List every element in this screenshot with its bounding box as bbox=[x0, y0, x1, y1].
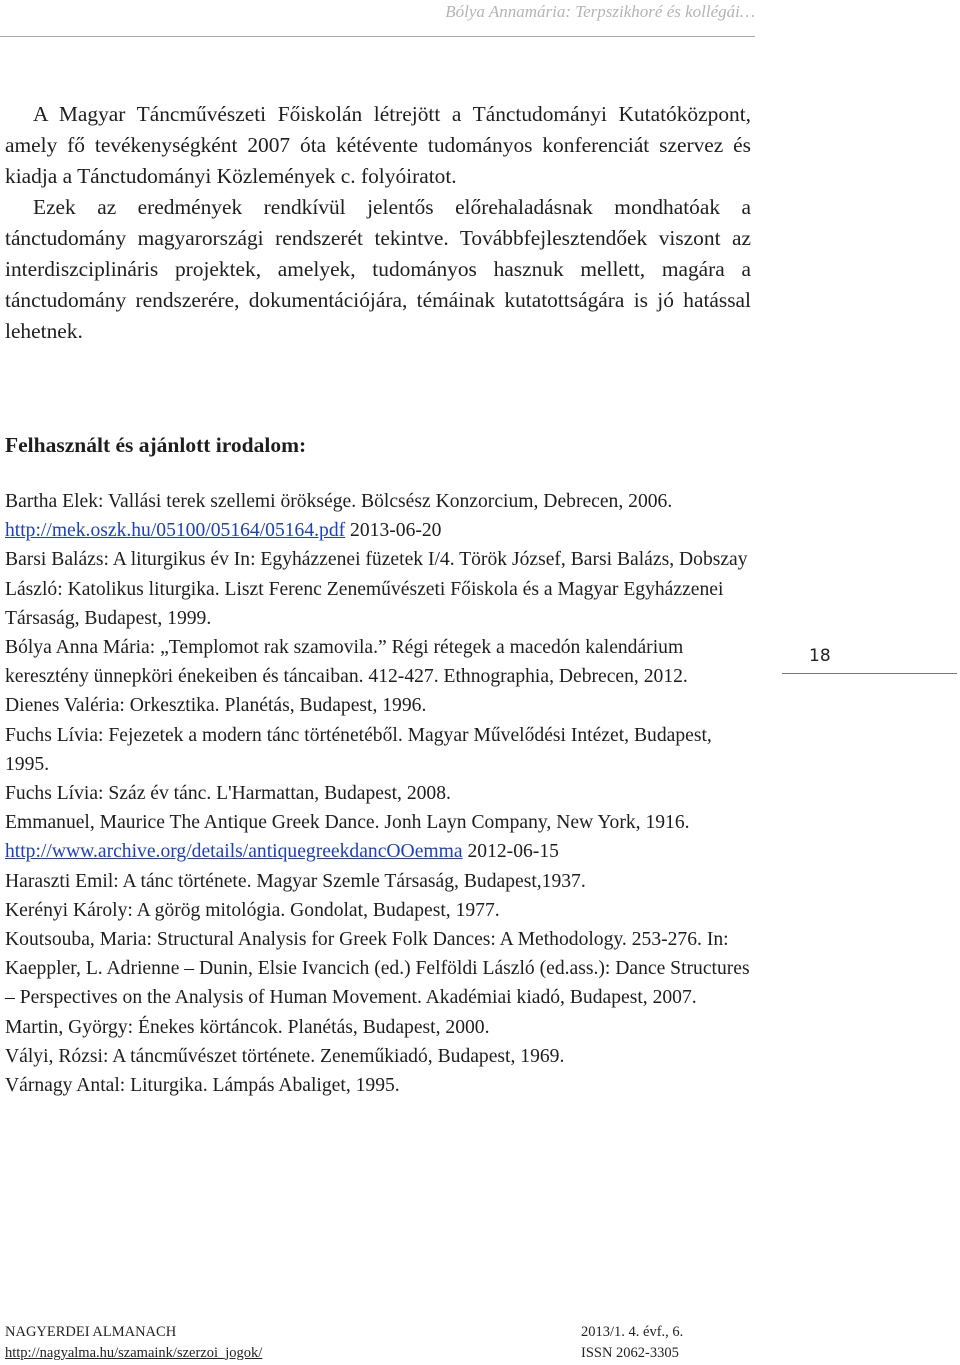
intro-paragraph-1: A Magyar Táncművészeti Főiskolán létrejött a Tánctudományi Kutatóközpont, amely fő tevékenységként 2007 óta kétévente tudományos konferenciát szervez és kiadja a Tánctudományi Közlemények c. folyóiratot. bbox=[5, 102, 751, 188]
reference-access-date: 2012-06-15 bbox=[462, 841, 559, 863]
reference-access-date: 2013-06-20 bbox=[345, 520, 442, 542]
reference-text: Bólya Anna Mária: „Templomot rak szamovila.” Régi rétegek a macedón kalendárium keresztény ünnepköri énekeiben és táncaiban. 412-427. Ethnographia, Debrecen, 2012. bbox=[5, 637, 688, 688]
footer-journal-name: NAGYERDEI ALMANACH bbox=[5, 1324, 177, 1340]
reference-text: Bartha Elek: Vallási terek szellemi öröksége. Bölcsész Konzorcium, Debrecen, 2006. bbox=[5, 491, 673, 512]
reference-text: Barsi Balázs: A liturgikus év In: Egyházzenei füzetek I/4. Török József, Barsi Balázs, Dobszay László: Katolikus liturgika. Liszt Ferenc Zeneművészeti Főiskola és a Magyar Egyházzenei Társaság, Budapest, 1999. bbox=[5, 549, 748, 629]
intro-paragraph-2: Ezek az eredmények rendkívül jelentős előrehaladásnak mondhatóak a tánctudomány magyarországi rendszerét tekintve. Továbbfejlesztendőek viszont az interdiszciplináris projektek, amelyek, tudományos hasznuk mellett, magára a tánctudomány rendszerére, dokumentációjára, témáinak kutatottságára is jó hatással lehetnek. bbox=[5, 195, 751, 343]
reference-item bbox=[5, 1013, 751, 1042]
running-header-title: Bólya Annamária: Terpszikhoré és kollégái… bbox=[445, 2, 755, 21]
reference-text: Kaeppler, L. Adrienne – Dunin, Elsie Ivancich (ed.) Felföldi László (ed.ass.): Dance Structures – Perspectives on the Analysis of Human Movement. Akadémiai kiadó, Budapest, 2007. bbox=[5, 958, 750, 1009]
reference-text: Várnagy Antal: Liturgika. Lámpás Abaliget, 1995. bbox=[5, 1075, 400, 1097]
reference-item bbox=[5, 691, 751, 720]
reference-item bbox=[5, 779, 751, 808]
reference-item bbox=[5, 867, 751, 896]
reference-item bbox=[5, 487, 751, 545]
page-number: 18 bbox=[809, 646, 831, 666]
reference-link[interactable]: http://www.archive.org/details/antiquegreekdancOOemma bbox=[5, 841, 463, 863]
reference-link[interactable]: http://mek.oszk.hu/05100/05164/05164.pdf bbox=[5, 520, 346, 542]
reference-item bbox=[5, 954, 751, 1012]
reference-item bbox=[5, 925, 751, 954]
intro-text bbox=[5, 99, 751, 347]
reference-text: Fuchs Lívia: Száz év tánc. L'Harmattan, Budapest, 2008. bbox=[5, 783, 451, 805]
reference-text: Dienes Valéria: Orkesztika. Planétás, Budapest, 1996. bbox=[5, 695, 427, 717]
reference-item bbox=[5, 545, 751, 633]
reference-text: Haraszti Emil: A tánc története. Magyar Szemle Társaság, Budapest,1937. bbox=[5, 870, 586, 892]
reference-text: Vályi, Rózsi: A táncművészet története. Zeneműkiadó, Budapest, 1969. bbox=[5, 1045, 565, 1067]
footer-issue: 2013/1. 4. évf., 6. bbox=[581, 1324, 684, 1340]
footer-copyright-link[interactable]: http://nagyalma.hu/szamaink/szerzoi_jogok/ bbox=[5, 1345, 263, 1361]
header-divider bbox=[0, 36, 755, 37]
reference-text: Emmanuel, Maurice The Antique Greek Dance. Jonh Layn Company, New York, 1916. bbox=[5, 812, 690, 834]
reference-item bbox=[5, 1071, 751, 1100]
footer-issn: ISSN 2062-3305 bbox=[581, 1345, 679, 1361]
reference-text: Kerényi Károly: A görög mitológia. Gondolat, Budapest, 1977. bbox=[5, 899, 500, 921]
reference-item bbox=[5, 896, 751, 925]
page-number-divider bbox=[782, 673, 957, 674]
reference-item bbox=[5, 721, 751, 779]
reference-item bbox=[5, 808, 751, 866]
reference-text: Fuchs Lívia: Fejezetek a modern tánc történetéből. Magyar Művelődési Intézet, Budapest, 1995. bbox=[5, 724, 712, 775]
reference-text: Koutsouba, Maria: Structural Analysis for Greek Folk Dances: A Methodology. 253-276. In: bbox=[5, 929, 729, 951]
reference-item bbox=[5, 633, 751, 691]
reference-item bbox=[5, 1042, 751, 1071]
reference-text: Martin, György: Énekes körtáncok. Planétás, Budapest, 2000. bbox=[5, 1016, 490, 1038]
references-list bbox=[5, 487, 751, 1100]
references-heading: Felhasznált és ajánlott irodalom: bbox=[5, 433, 307, 457]
